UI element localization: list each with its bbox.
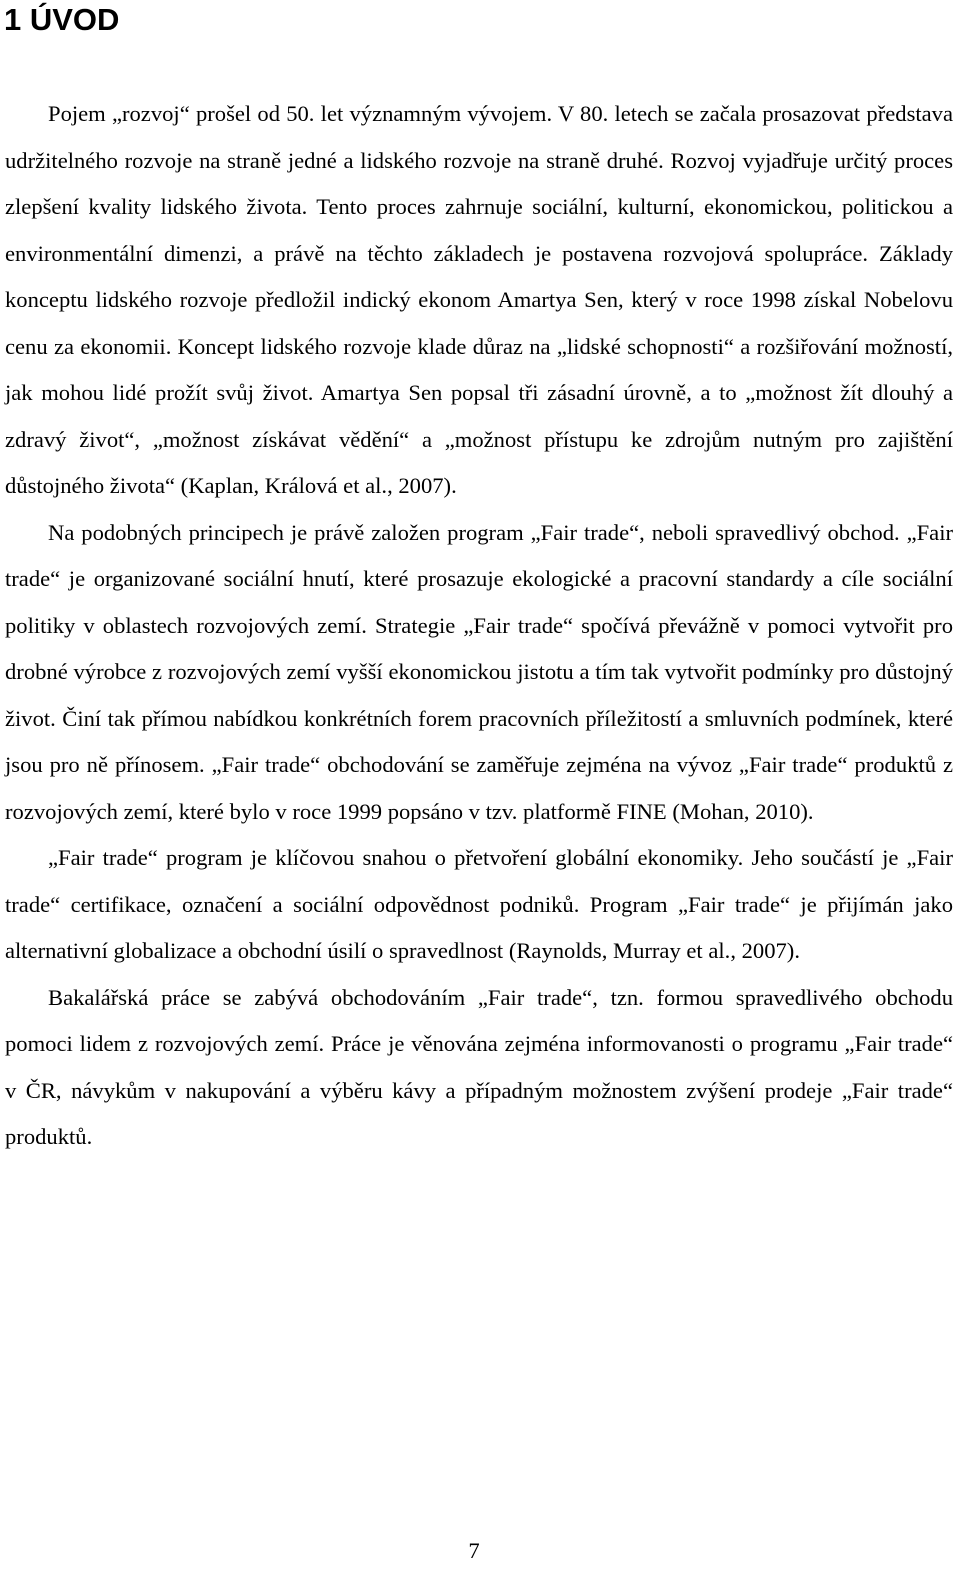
- body-text: [5, 91, 953, 1161]
- paragraph-4: Bakalářská práce se zabývá obchodováním „Fair trade“, tzn. formou spravedlivého obchodu pomoci lidem z rozvojových zemí. Práce je věnována zejména informovanosti o programu „Fair trade“ v ČR, návykům v nakupování a výběru kávy a případným možnostem zvýšení prodeje „Fair trade“ produktů.: [5, 984, 953, 1149]
- paragraph-2: Na podobných principech je právě založen program „Fair trade“, neboli spravedlivý obchod. „Fair trade“ je organizované sociální hnutí, které prosazuje ekologické a pracovní standardy a cíle sociální politiky v oblastech rozvojových zemí. Strategie „Fair trade“ spočívá převážně v pomoci vytvořit pro drobné výrobce z rozvojových zemí vyšší ekonomickou jistotu a tím tak vytvořit podmínky pro důstojný život. Činí tak přímou nabídkou konkrétních forem pracovních příležitostí a smluvních podmínek, které jsou pro ně přínosem. „Fair trade“ obchodování se zaměřuje zejména na vývoz „Fair trade“ produktů z rozvojových zemí, které bylo v roce 1999 popsáno v tzv. platformě FINE (Mohan, 2010).: [5, 519, 953, 824]
- page-number: 7: [468, 1538, 480, 1563]
- chapter-heading: 1 ÚVOD: [4, 2, 120, 37]
- paragraph-3: „Fair trade“ program je klíčovou snahou o přetvoření globální ekonomiky. Jeho součástí je „Fair trade“ certifikace, označení a sociální odpovědnost podniků. Program „Fair trade“ je přijímán jako alternativní globalizace a obchodní úsilí o spravedlnost (Raynolds, Murray et al., 2007).: [5, 845, 953, 963]
- paragraph-1: Pojem „rozvoj“ prošel od 50. let významným vývojem. V 80. letech se začala prosazovat představa udržitelného rozvoje na straně jedné a lidského rozvoje na straně druhé. Rozvoj vyjadřuje určitý proces zlepšení kvality lidského života. Tento proces zahrnuje sociální, kulturní, ekonomickou, politickou a environmentální dimenzi, a právě na těchto základech je postavena rozvojová spolupráce. Základy konceptu lidského rozvoje předložil indický ekonom Amartya Sen, který v roce 1998 získal Nobelovu cenu za ekonomii. Koncept lidského rozvoje klade důraz na „lidské schopnosti“ a rozšiřování možností, jak mohou lidé prožít svůj život. Amartya Sen popsal tři zásadní úrovně, a to „možnost žít dlouhý a zdravý život“, „možnost získávat vědění“ a „možnost přístupu ke zdrojům nutným pro zajištění důstojného života“ (Kaplan, Králová et al., 2007).: [5, 101, 953, 498]
